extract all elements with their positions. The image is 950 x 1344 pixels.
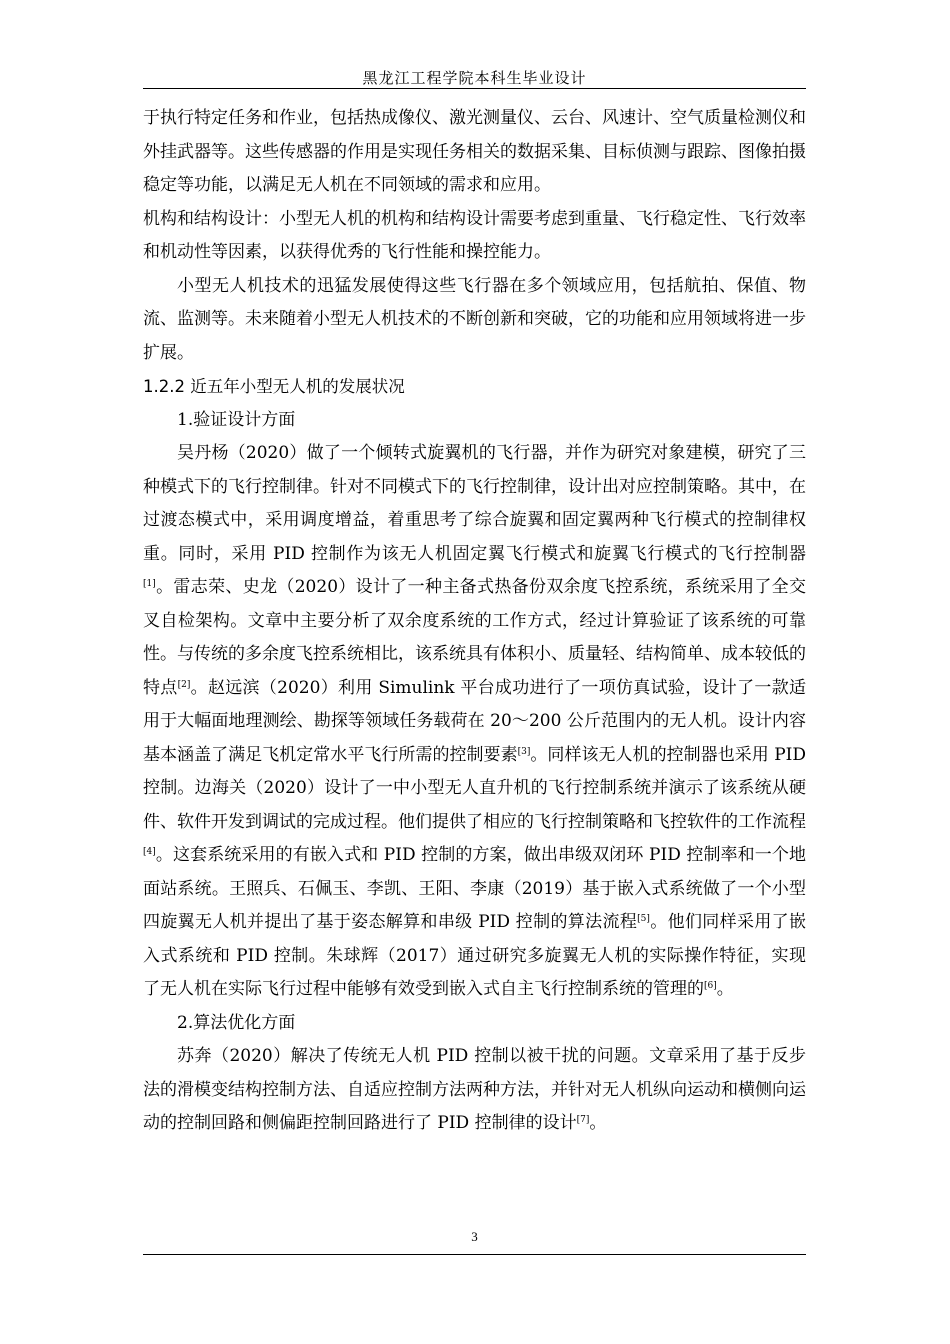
- page-header: 黑龙江工程学院本科生毕业设计: [362, 69, 587, 87]
- text-segment: 。他们同样采用了嵌入式系统和 PID 控制。朱球辉（2017）通过研究多旋翼无人机的实际操作特征，实现了无人机在实际飞行过程中能够有效受到嵌入式自主飞行控制系统的管理的: [143, 912, 807, 999]
- text-segment: 。: [589, 1113, 607, 1133]
- citation-ref: [1]: [143, 579, 156, 589]
- header-divider: [143, 88, 806, 89]
- text-segment: 。: [716, 979, 734, 999]
- citation-ref: [6]: [704, 981, 717, 991]
- paragraph-structure-design: 机构和结构设计：小型无人机的机构和结构设计需要考虑到重量、飞行稳定性、飞行效率和机动性等因素，以获得优秀的飞行性能和操控能力。: [143, 208, 806, 262]
- text-segment: 吴丹杨（2020）做了一个倾转式旋翼机的飞行器，并作为研究对象建模，研究了三种模式下的飞行控制律。针对不同模式下的飞行控制律，设计出对应控制策略。其中，在过渡态模式中，采用调度增益，着重思考了综合旋翼和固定翼两种飞行模式的控制律权重。同时，采用 PID 控制作为该无人机固定翼飞行模式和旋翼飞行模式的飞行控制器: [143, 443, 806, 564]
- page-body: [143, 102, 806, 1141]
- text-segment: 苏奔（2020）解决了传统无人机 PID 控制以被干扰的问题。文章采用了基于反步法的滑模变结构控制方法、自适应控制方法两种方法，并针对无人机纵向运动和横侧向运动的控制回路和侧偏距控制回路进行了 PID 控制律的设计: [143, 1046, 806, 1133]
- section-heading-1-2-2: 1.2.2 近五年小型无人机的发展状况: [143, 377, 405, 396]
- citation-ref: [4]: [143, 847, 156, 857]
- citation-ref: [7]: [576, 1115, 590, 1125]
- text-segment: 。同样该无人机的控制器也采用 PID 控制。边海关（2020）设计了一中小型无人直升机的飞行控制系统并演示了该系统从硬件、软件开发到调试的完成过程。他们提供了相应的飞行控制策略和飞控软件的工作流程: [143, 744, 807, 832]
- citation-ref: [2]: [177, 679, 191, 690]
- paragraph-literature-review-2: [143, 1040, 806, 1141]
- citation-ref: [5]: [637, 914, 650, 924]
- paragraph-development: 小型无人机技术的迅猛发展使得这些飞行器在多个领域应用，包括航拍、保值、物流、监测等。未来随着小型无人机技术的不断创新和突破，它的功能和应用领域将进一步扩展。: [143, 275, 806, 363]
- paragraph-literature-review-1: [143, 437, 806, 1007]
- page-number: 3: [471, 1229, 478, 1244]
- text-segment: 。雷志荣、史龙（2020）设计了一种主备式热备份双余度飞控系统，系统采用了全交叉自检架构。文章中主要分析了双余度系统的工作方式，经过计算验证了该系统的可靠性。与传统的多余度飞控系统相比，该系统具有体积小、质量轻、结构简单、成本较低的特点: [143, 577, 806, 698]
- text-segment: 。赵远滨（2020）利用 Simulink 平台成功进行了一项仿真试验，设计了一款适用于大幅面地理测绘、勘探等领域任务载荷在 20～200 公斤范围内的无人机。设计内容基本涵盖了满足飞机定常水平飞行所需的控制要素: [143, 677, 806, 765]
- text-segment: 。这套系统采用的有嵌入式和 PID 控制的方案，做出串级双闭环 PID 控制率和一个地面站系统。王照兵、石佩玉、李凯、王阳、李康（2019）基于嵌入式系统做了一个小型四旋翼无人机并提出了基于姿态解算和串级 PID 控制的算法流程: [143, 845, 806, 932]
- subheading-algorithm-optimization: 2.算法优化方面: [177, 1012, 296, 1033]
- citation-ref: [3]: [517, 746, 531, 757]
- subheading-verification-design: 1.验证设计方面: [177, 409, 296, 430]
- footer-divider: [143, 1254, 806, 1255]
- paragraph-sensors: 于执行特定任务和作业，包括热成像仪、激光测量仪、云台、风速计、空气质量检测仪和外挂武器等。这些传感器的作用是实现任务相关的数据采集、目标侦测与跟踪、图像拍摄稳定等功能，以满足无人机在不同领域的需求和应用。: [143, 108, 806, 195]
